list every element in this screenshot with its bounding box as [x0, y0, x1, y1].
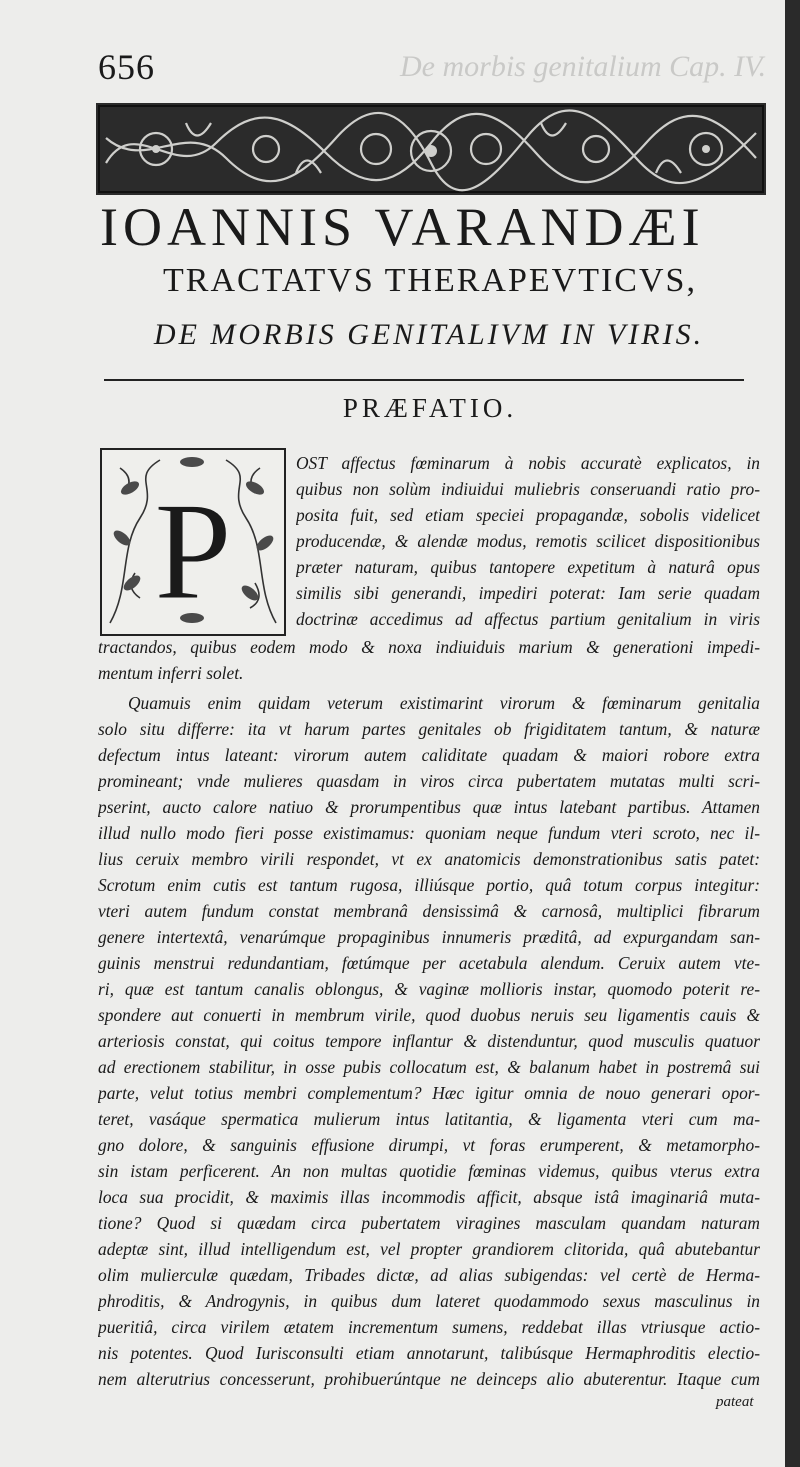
text-line: lius ceruix membro virili respondet, vt ex anatomicis demonstrationibus satis patet: [98, 849, 760, 869]
page-number: 656 [98, 47, 155, 87]
text-line: parte, velut totius membri complementum? Hæc igitur omnia de nouo generari opor- [98, 1083, 760, 1103]
text-line: olim mulierculæ quædam, Tribades dictæ, ad alias subigendas: vel certè de Herma- [98, 1265, 760, 1285]
text-line: promineant; vnde mulieres quasdam in viros circa pubertatem mutatas multi scri- [98, 771, 760, 791]
text-line: guinis menstrui redundantiam, fœtúmque per acetabula alendum. Ceruix autem vte- [98, 953, 760, 973]
text-line: nis potentes. Quod Iurisconsulti etiam annotarunt, talibúsque Hermaphroditis electio- [98, 1343, 760, 1363]
title-author: IOANNIS VARANDÆI [100, 197, 705, 257]
text-line: OST affectus fœminarum à nobis accuratè explicatos, in [296, 453, 760, 473]
text-line: ad erectionem stabilitur, in osse pubis collocatum est, & balanum habet in postremâ sui [98, 1057, 760, 1077]
text-line: sin istam perficerent. An non multas quotidie fœminas videmus, quibus vterus extra [98, 1161, 760, 1181]
text-line: pserint, aucto calore natiuo & prorumpentibus quæ intus latebant partibus. Attamen [98, 797, 760, 817]
text-line: posita fuit, sed etiam speciei propagandæ, sobolis videlicet [296, 505, 760, 525]
text-line: nem alterutrius concesserunt, prohibuerúntque ne deinceps alio abuterentur. Itaque cum [98, 1369, 760, 1389]
text-line: arteriosis constat, qui coitus tempore inflantur & distenduntur, quod musculis quatuor [98, 1031, 760, 1051]
text-line: spondere aut conuerti in membrum virile, quod duobus neruis seu ligamentis cauis & [98, 1005, 760, 1025]
text-line: gno dolore, & sanguinis effusione dirumpi, vt foras erumperent, & metamorpho- [98, 1135, 760, 1155]
text-line: Quamuis enim quidam veterum existimarint virorum & fœminarum genitalia [128, 693, 760, 713]
text-line: mentum inferri solet. [98, 663, 244, 683]
text-line: doctrinæ accedimus ad affectus partium genitalium in viris [296, 609, 760, 629]
text-line: producendæ, & alendæ modus, remotis scilicet dispositionibus [296, 531, 760, 551]
text-line: defectum intus lateant: virorum autem caliditate quadam & maiori robore extra [98, 745, 760, 765]
text-line: genere intertextâ, venarúmque propaginibus innumeris præditâ, ad expurgandam san- [98, 927, 760, 947]
preface-heading: PRÆFATIO. [342, 393, 518, 423]
svg-text:P: P [154, 474, 232, 629]
text-line: tione? Quod si quædam circa pubertatem viragines masculam quandam naturam [98, 1213, 760, 1233]
text-line: vteri autem fundum constat membranâ densissimâ & carnosâ, multiplici fibrarum [98, 901, 760, 921]
title-subject: DE MORBIS GENITALIVM IN VIRIS. [153, 318, 705, 351]
text-line: ri, quæ est tantum canalis oblongus, & vaginæ mollioris instar, quomodo poterit re- [98, 979, 760, 999]
text-line: quibus non solùm indiuidui muliebris conseruandi ratio pro- [296, 479, 760, 499]
text-line: illud nullo modo fieri posse existimamus: quoniam neque fundum vteri scroto, nec il- [98, 823, 760, 843]
text-line: loca sua procidit, & maximis illas incommodis afficit, absque istâ imaginariâ muta- [98, 1187, 760, 1207]
text-line: Scrotum enim cutis est tantum rugosa, illiúsque portio, quâ totum corpus integitur: [98, 875, 760, 895]
title-treatise: TRACTATVS THERAPEVTICVS, [163, 262, 697, 299]
text-line: similis sibi generandi, impediri poterat: Iam serie quadam [296, 583, 760, 603]
text-line: solo situ differre: ita vt harum partes genitales ob frigiditatem tantum, & naturæ [98, 719, 760, 739]
text-line: phroditis, & Androgynis, in quibus dum lateret quodammodo sexus masculinus in [98, 1291, 760, 1311]
headpiece-ornament [96, 103, 766, 195]
bleed-through-header: De morbis genitalium Cap. IV. [400, 50, 767, 83]
text-line: teret, vasáque spermatica mulierum intus latitantia, & ligamenta vteri cum ma- [98, 1109, 760, 1129]
horizontal-rule [104, 379, 744, 381]
catchword: pateat [716, 1394, 754, 1410]
decorated-initial [100, 448, 286, 636]
text-line: tractandos, quibus eodem modo & noxa indiuiduis marium & generationi impedi- [98, 637, 760, 657]
text-line: præter naturam, quibus tantopere expetitum à naturâ opus [296, 557, 760, 577]
text-line: pueritiâ, circa virilem ætatem incrementum sumens, reddebat illas vtriusque actio- [98, 1317, 760, 1337]
text-line: adeptæ sint, illud intelligendum est, vel propter grandiorem clitorida, quâ abutebantur [98, 1239, 760, 1259]
